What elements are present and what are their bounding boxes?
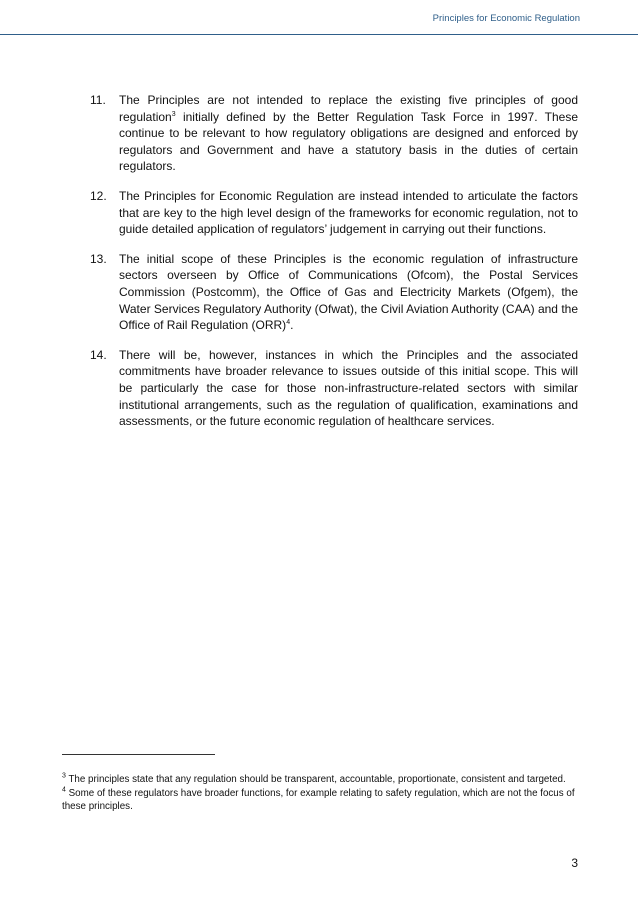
paragraph-14: [90, 347, 578, 430]
paragraph-text-part: .: [290, 318, 294, 333]
paragraph-number: 12.: [90, 188, 107, 203]
paragraph-number: 14.: [90, 347, 107, 362]
body-text: [90, 92, 578, 443]
paragraph-13: [90, 251, 578, 334]
footnote-3: [62, 773, 578, 786]
footnote-reference-3[interactable]: 3: [171, 110, 176, 118]
paragraph-text: There will be, however, instances in which the Principles and the associated commitments have broader relevance to issues outside of this initial scope. This will be particularly the case for those non-infrastructure-related sectors with similar institutional arrangements, such as the regulation of qualification, examinations and assessments, or the future economic regulation of healthcare services.: [119, 347, 578, 429]
footnote-text: Some of these regulators have broader functions, for example relating to safety regulation, which are not the focus of these principles.: [62, 788, 575, 813]
paragraph-12: [90, 188, 578, 238]
paragraph-number: 13.: [90, 251, 107, 266]
header-title: Principles for Economic Regulation: [432, 13, 580, 24]
paragraph-text-part: The Principles are not intended to replace the existing five principles of good regulation: [119, 93, 578, 124]
paragraph-text: The Principles for Economic Regulation are instead intended to articulate the factors that are key to the high level design of the frameworks for economic regulation, not to guide detailed application of regulators’ judgement in carrying out their functions.: [119, 188, 578, 237]
paragraph-text-part: initially defined by the Better Regulation Task Force in 1997. These continue to be relevant to how regulatory obligations are designed and enforced by regulators and Government and have a statutory basis in the duties of certain regulators.: [119, 109, 578, 174]
header-rule: [0, 34, 638, 35]
footnote-mark: 4: [62, 786, 66, 794]
footnote-text: The principles state that any regulation should be transparent, accountable, proportionate, consistent and targeted.: [65, 774, 566, 785]
footnote-mark: 3: [62, 772, 66, 780]
paragraph-text-part: The initial scope of these Principles is the economic regulation of infrastructure sectors overseen by Office of Communications (Ofcom), the Postal Services Commission (Postcomm), the Office of Gas and Electricity Markets (Ofgem), the Water Services Regulatory Authority (Ofwat), the Civil Aviation Authority (CAA) and the Office of Rail Regulation (ORR): [119, 251, 578, 333]
footnote-separator: [62, 754, 215, 755]
paragraph-text: [119, 251, 578, 334]
page-number: 3: [571, 856, 578, 870]
paragraph-number: 11.: [90, 93, 106, 107]
footnotes: [62, 773, 578, 815]
paragraph-11: [90, 92, 578, 175]
paragraph-text: [119, 92, 578, 175]
footnote-reference-4[interactable]: 4: [286, 319, 291, 327]
footnote-4: [62, 787, 578, 813]
